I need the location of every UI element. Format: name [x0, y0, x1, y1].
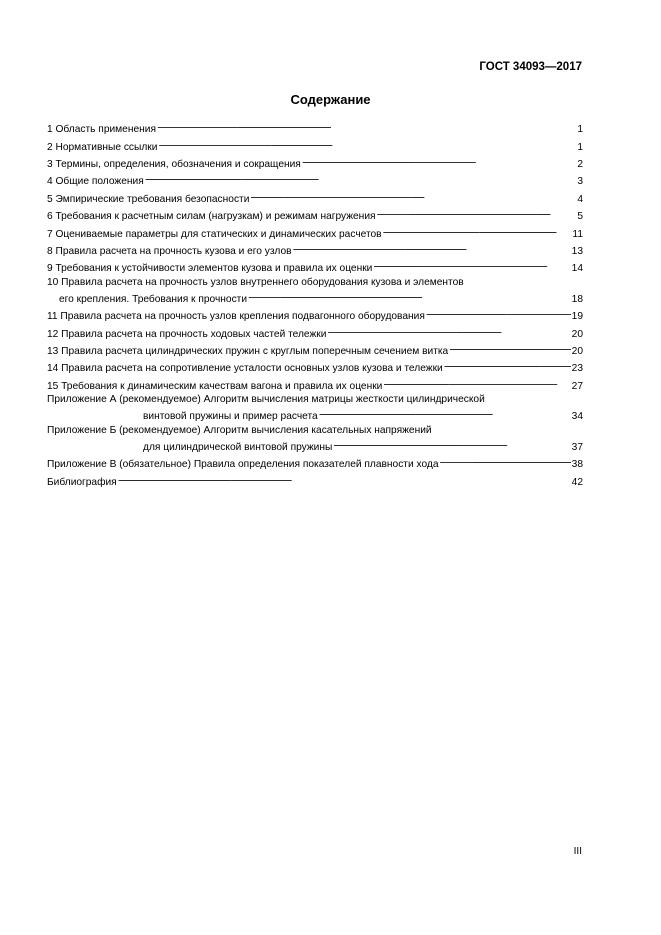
toc-entry-title: Библиография [47, 476, 117, 488]
toc-entry-page: 20 [571, 328, 583, 340]
toc-entry-page: 5 [577, 211, 583, 223]
toc-entry[interactable] [47, 472, 583, 489]
page-number: III [573, 846, 582, 857]
toc-entry[interactable] [47, 223, 583, 240]
toc-entry[interactable] [47, 376, 583, 393]
toc-entry-page: 42 [571, 476, 583, 488]
toc-entry-title: 7 Оцениваемые параметры для статических и динамических расчетов [47, 228, 382, 240]
toc-entry[interactable] [47, 289, 583, 306]
toc-entry-page: 14 [571, 263, 583, 275]
toc-entry-page: 37 [571, 442, 583, 454]
toc-entry[interactable] [47, 171, 583, 188]
toc-leader-dots [444, 358, 571, 371]
toc-entry-page: 3 [577, 176, 583, 188]
toc-entry[interactable] [47, 206, 583, 223]
toc-leader-dots [145, 171, 577, 184]
toc-entry[interactable] [47, 136, 583, 153]
toc-entry[interactable] [47, 241, 583, 258]
toc-entry[interactable] [47, 454, 583, 471]
toc-entry-page: 34 [571, 411, 583, 423]
toc-entry-page: 23 [571, 363, 583, 375]
toc-entry-title: 8 Правила расчета на прочность кузова и его узлов [47, 245, 292, 257]
toc-entry-page: 2 [577, 158, 583, 170]
toc-entry-title-line1[interactable]: Приложение А (рекомендуемое) Алгоритм вычисления матрицы жесткости цилиндрической [47, 394, 485, 406]
toc-entry-title: 3 Термины, определения, обозначения и сокращения [47, 158, 301, 170]
toc-entry[interactable] [47, 119, 583, 136]
toc-entry[interactable] [47, 358, 583, 375]
toc-entry-title: 13 Правила расчета цилиндрических пружин с круглым поперечным сечением витка [47, 346, 449, 358]
toc-entry[interactable] [47, 306, 583, 323]
toc-entry[interactable] [47, 324, 583, 341]
toc-leader-dots [118, 472, 571, 485]
toc-entry-title: 6 Требования к расчетным силам (нагрузкам) и режимам нагружения [47, 211, 376, 223]
toc-leader-dots [302, 154, 577, 167]
toc-entry-page: 38 [571, 459, 583, 471]
toc-entry-title: 11 Правила расчета на прочность узлов крепления подвагонного оборудования [47, 311, 425, 323]
toc-leader-dots [426, 306, 571, 319]
toc-entry[interactable] [47, 258, 583, 275]
toc-leader-dots [383, 376, 570, 389]
toc-leader-dots [449, 341, 570, 354]
toc-entry-title: Приложение В (обязательное) Правила определения показателей плавности хода [47, 459, 439, 471]
toc-leader-dots [248, 289, 571, 302]
toc-entry[interactable] [47, 341, 583, 358]
toc-entry-title: его крепления. Требования к прочности [59, 293, 248, 305]
toc-leader-dots [333, 437, 570, 450]
toc-leader-dots [157, 119, 576, 132]
toc-leader-dots [377, 206, 577, 219]
toc-entry-page: 19 [571, 311, 583, 323]
toc-entry[interactable] [47, 406, 583, 423]
toc-entry-page: 13 [571, 245, 583, 257]
toc-leader-dots [327, 324, 570, 337]
toc-entry-title: 9 Требования к устойчивости элементов кузова и правила их оценки [47, 263, 373, 275]
toc-leader-dots [319, 406, 571, 419]
standard-code: ГОСТ 34093—2017 [479, 61, 582, 73]
toc-leader-dots [440, 454, 571, 467]
toc-entry-page: 20 [571, 346, 583, 358]
toc-leader-dots [293, 241, 571, 254]
toc-entry-page: 1 [577, 124, 583, 136]
toc-entry-page: 1 [577, 141, 583, 153]
toc-entry-title: винтовой пружины и пример расчета [143, 411, 318, 423]
toc-entry-title: 12 Правила расчета на прочность ходовых частей тележки [47, 328, 327, 340]
toc-entry[interactable] [47, 154, 583, 171]
toc-entry[interactable] [47, 189, 583, 206]
toc-entry-page: 27 [571, 380, 583, 392]
toc-entry-title: 2 Нормативные ссылки [47, 141, 158, 153]
toc-title: Содержание [290, 92, 371, 107]
toc-entry-title: для цилиндрической винтовой пружины [143, 442, 333, 454]
toc-entry-title: 15 Требования к динамическим качествам вагона и правила их оценки [47, 380, 383, 392]
toc-entry-page: 4 [577, 193, 583, 205]
toc-entry-title-line1[interactable]: 10 Правила расчета на прочность узлов внутреннего оборудования кузова и элементов [47, 276, 464, 288]
toc-entry-page: 18 [571, 293, 583, 305]
toc-leader-dots [383, 223, 572, 236]
toc-entry-title: 4 Общие положения [47, 176, 144, 188]
toc-entry[interactable] [47, 437, 583, 454]
toc-entry-title: 1 Область применения [47, 124, 156, 136]
toc-entry-page: 11 [572, 228, 583, 240]
toc-leader-dots [373, 258, 570, 271]
toc-entry-title: 5 Эмпирические требования безопасности [47, 193, 250, 205]
toc-leader-dots [250, 189, 576, 202]
toc-leader-dots [158, 136, 576, 149]
table-of-contents [47, 119, 583, 489]
toc-entry-title-line1[interactable]: Приложение Б (рекомендуемое) Алгоритм вычисления касательных напряжений [47, 424, 432, 436]
toc-entry-title: 14 Правила расчета на сопротивление усталости основных узлов кузова и тележки [47, 363, 443, 375]
